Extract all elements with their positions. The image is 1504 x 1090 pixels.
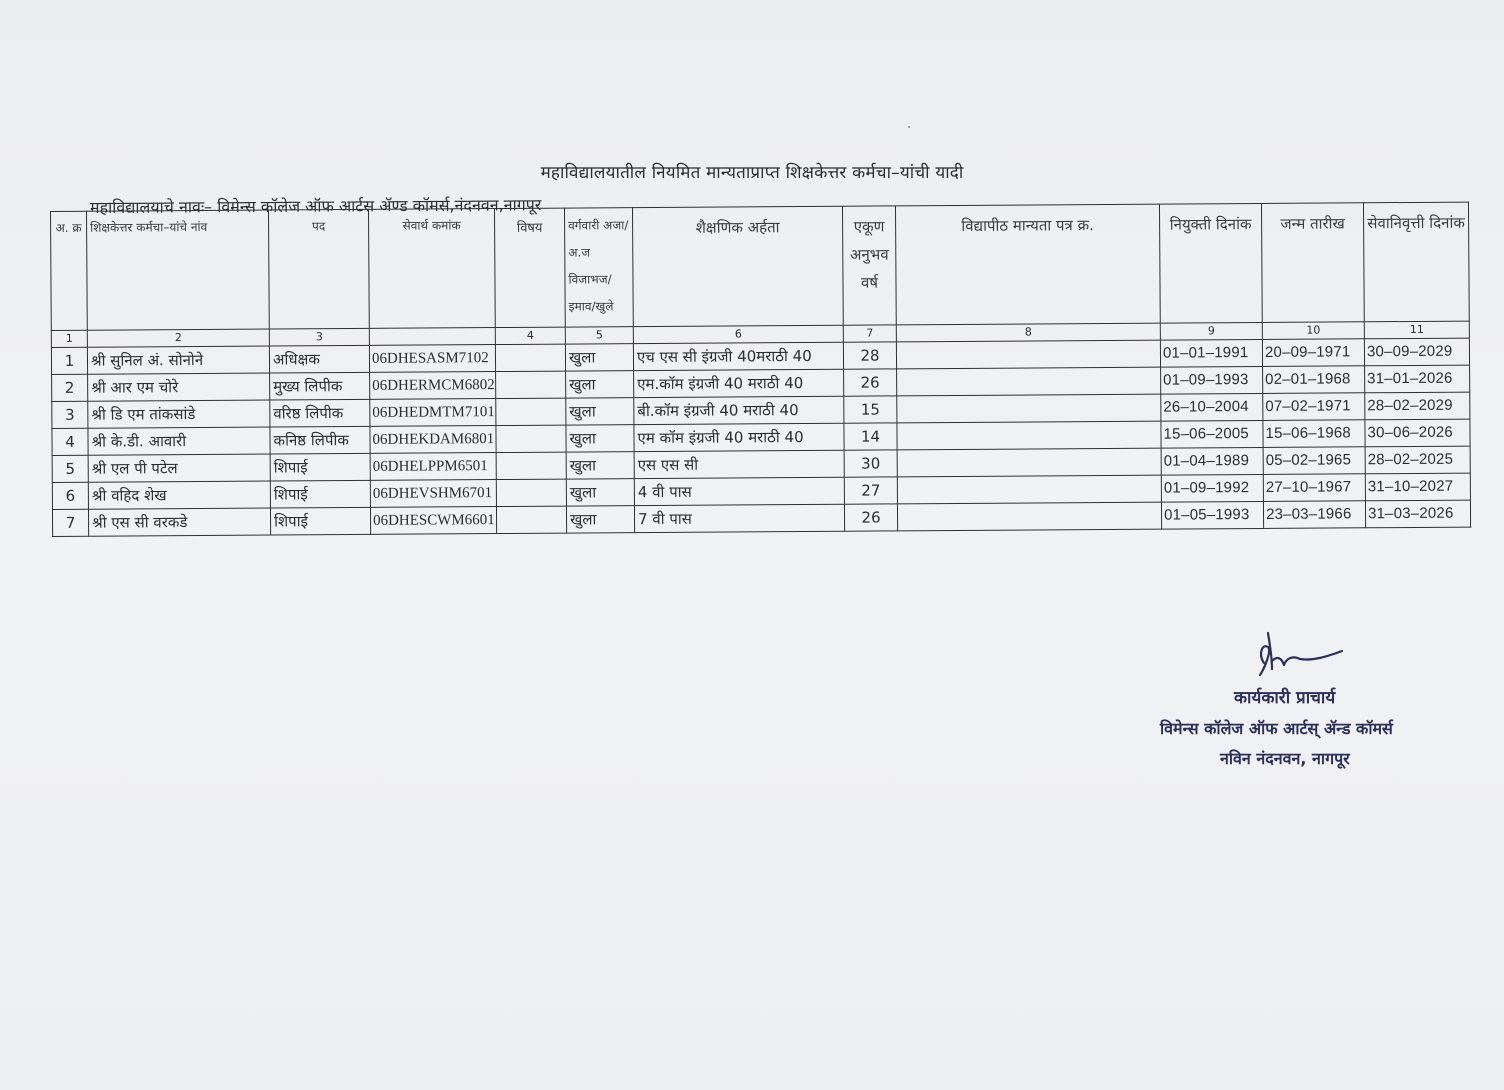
- column-number: 3: [269, 328, 369, 346]
- cell-university-letter: [897, 448, 1161, 477]
- cell-service-no: 06DHEVSHM6701: [370, 480, 496, 508]
- cell-appointment-date: 15–06–2005: [1161, 420, 1263, 448]
- cell-name: श्री आर एम चोरे: [88, 373, 270, 401]
- cell-sr: 2: [52, 374, 88, 401]
- paper-speck: [908, 126, 910, 128]
- cell-service-no: 06DHEDMTM7101: [370, 399, 496, 427]
- signature-block: [1150, 625, 1470, 775]
- cell-qualification: एम कॉम इंग्रजी 40 मराठी 40: [634, 423, 844, 451]
- header-retirement-date: सेवानिवृत्ती दिनांक: [1363, 202, 1469, 322]
- cell-service-no: 06DHEKDAM6801: [370, 426, 496, 454]
- cell-retirement-date: 31–01–2026: [1365, 365, 1470, 393]
- cell-retirement-date: 28–02–2025: [1365, 446, 1470, 474]
- cell-university-letter: [897, 475, 1161, 504]
- cell-university-letter: [897, 394, 1161, 423]
- cell-post: वरिष्ठ लिपीक: [270, 399, 370, 427]
- cell-post: शिपाई: [270, 480, 370, 508]
- cell-subject: [496, 371, 566, 398]
- cell-experience: 15: [844, 396, 897, 423]
- cell-qualification: एम.कॉम इंग्रजी 40 मराठी 40: [634, 369, 844, 397]
- document-title: महाविद्यालयातील नियमित मान्यताप्राप्त शिक्षकेत्तर कर्मचा–यांची यादी: [540, 163, 964, 183]
- header-university-letter: विद्यापीठ मान्यता पत्र क्र.: [895, 204, 1160, 325]
- cell-dob: 27–10–1967: [1263, 474, 1365, 502]
- column-number: 4: [495, 327, 565, 344]
- cell-service-no: 06DHESASM7102: [369, 345, 495, 373]
- cell-sr: 5: [52, 455, 88, 482]
- header-service-no: सेवार्थ कमांक: [368, 209, 495, 329]
- cell-dob: 07–02–1971: [1263, 393, 1365, 421]
- handwritten-signature: [1250, 625, 1350, 685]
- cell-sr: 1: [51, 347, 87, 374]
- cell-category: खुला: [566, 398, 634, 425]
- cell-experience: 27: [844, 477, 897, 504]
- cell-service-no: 06DHESCWM6601: [370, 507, 496, 535]
- cell-post: शिपाई: [270, 507, 370, 535]
- cell-appointment-date: 26–10–2004: [1161, 393, 1263, 421]
- column-number: 8: [896, 323, 1160, 342]
- cell-experience: 26: [844, 369, 897, 396]
- cell-name: श्री डि एम तांकसांडे: [88, 400, 270, 428]
- cell-post: कनिष्ठ लिपीक: [270, 426, 370, 454]
- principal-designation: कार्यकारी प्राचार्य: [1234, 688, 1336, 708]
- cell-sr: 4: [52, 428, 88, 455]
- cell-dob: 20–09–1971: [1262, 339, 1364, 367]
- cell-university-letter: [897, 421, 1161, 450]
- cell-dob: 02–01–1968: [1263, 366, 1365, 394]
- column-number: 9: [1160, 322, 1262, 340]
- cell-retirement-date: 31–03–2026: [1365, 500, 1470, 528]
- cell-dob: 23–03–1966: [1263, 501, 1365, 529]
- cell-service-no: 06DHERMCM6802: [370, 372, 496, 400]
- cell-subject: [496, 452, 566, 479]
- cell-appointment-date: 01–05–1993: [1161, 501, 1263, 529]
- cell-dob: 05–02–1965: [1263, 447, 1365, 475]
- column-number: 10: [1262, 322, 1364, 340]
- cell-university-letter: [896, 340, 1160, 369]
- column-number: 2: [87, 329, 269, 347]
- cell-university-letter: [897, 502, 1161, 531]
- cell-experience: 14: [844, 423, 897, 450]
- cell-subject: [496, 506, 566, 533]
- header-name: शिक्षकेत्तर कर्मचा–यांचे नांव: [87, 210, 270, 330]
- column-number: 11: [1364, 321, 1469, 339]
- cell-retirement-date: 28–02–2029: [1365, 392, 1470, 420]
- cell-appointment-date: 01–09–1992: [1161, 474, 1263, 502]
- cell-post: अधिक्षक: [269, 345, 369, 373]
- cell-name: श्री एल पी पटेल: [88, 454, 270, 482]
- header-category: वर्गवारी अजा/अ.ज विजाभज/ इमाव/खुले: [564, 208, 633, 327]
- cell-sr: 3: [52, 401, 88, 428]
- header-dob: जन्म तारीख: [1261, 203, 1364, 323]
- cell-appointment-date: 01–04–1989: [1161, 447, 1263, 475]
- header-post: पद: [268, 209, 369, 329]
- cell-subject: [495, 344, 565, 371]
- cell-category: खुला: [566, 479, 634, 506]
- cell-qualification: 7 वी पास: [634, 504, 844, 532]
- cell-qualification: बी.कॉम इंग्रजी 40 मराठी 40: [634, 396, 844, 424]
- cell-service-no: 06DHELPPM6501: [370, 453, 496, 481]
- column-number: 1: [51, 330, 87, 347]
- cell-name: श्री एस सी वरकडे: [88, 508, 270, 536]
- cell-subject: [496, 425, 566, 452]
- staff-table: [50, 202, 1471, 537]
- cell-qualification: एच एस सी इंग्रजी 40मराठी 40: [633, 342, 843, 370]
- cell-experience: 30: [844, 450, 897, 477]
- header-experience: एकूण अनुभव वर्ष: [842, 206, 896, 325]
- cell-retirement-date: 30–09–2029: [1364, 338, 1469, 366]
- cell-sr: 6: [52, 482, 88, 509]
- cell-subject: [496, 479, 566, 506]
- cell-category: खुला: [566, 506, 634, 533]
- cell-dob: 15–06–1968: [1263, 420, 1365, 448]
- cell-retirement-date: 30–06–2026: [1365, 419, 1470, 447]
- cell-category: खुला: [565, 344, 633, 371]
- stamp-address: नविन नंदनवन, नागपूर: [1220, 749, 1350, 768]
- header-qualification: शैक्षणिक अर्हता: [632, 206, 843, 326]
- header-subject: विषय: [494, 208, 565, 327]
- cell-qualification: एस एस सी: [634, 450, 844, 478]
- stamp-college-name: विमेन्स कॉलेज ऑफ आर्टस् ॲन्ड कॉमर्स: [1160, 719, 1393, 738]
- column-number: 7: [843, 325, 896, 342]
- cell-sr: 7: [52, 509, 88, 536]
- cell-subject: [496, 398, 566, 425]
- cell-name: श्री सुनिल अं. सोनोने: [87, 346, 269, 374]
- cell-name: श्री वहिद शेख: [88, 481, 270, 509]
- staff-table-wrapper: [50, 202, 1470, 537]
- cell-category: खुला: [566, 371, 634, 398]
- college-name-line: महाविद्यालयाचे नावः– विमेन्स कॉलेज ऑफ आर्टस ॲण्ड कॉमर्स,नंदनवन,नागपूर: [89, 195, 542, 217]
- cell-category: खुला: [566, 425, 634, 452]
- cell-retirement-date: 31–10–2027: [1365, 473, 1470, 501]
- column-number: [369, 328, 495, 346]
- cell-category: खुला: [566, 452, 634, 479]
- cell-qualification: 4 वी पास: [634, 477, 844, 505]
- cell-university-letter: [897, 367, 1161, 396]
- header-appointment-date: नियुक्ती दिनांक: [1159, 203, 1262, 323]
- cell-name: श्री के.डी. आवारी: [88, 427, 270, 455]
- column-number: 6: [633, 325, 843, 343]
- cell-post: शिपाई: [270, 453, 370, 481]
- cell-post: मुख्य लिपीक: [270, 372, 370, 400]
- header-sr: अ. क्र: [51, 211, 88, 330]
- cell-experience: 28: [843, 342, 896, 369]
- column-number: 5: [565, 327, 633, 344]
- cell-experience: 26: [844, 504, 897, 531]
- table-header-row: [51, 202, 1470, 330]
- cell-appointment-date: 01–01–1991: [1160, 339, 1262, 367]
- cell-appointment-date: 01–09–1993: [1161, 366, 1263, 394]
